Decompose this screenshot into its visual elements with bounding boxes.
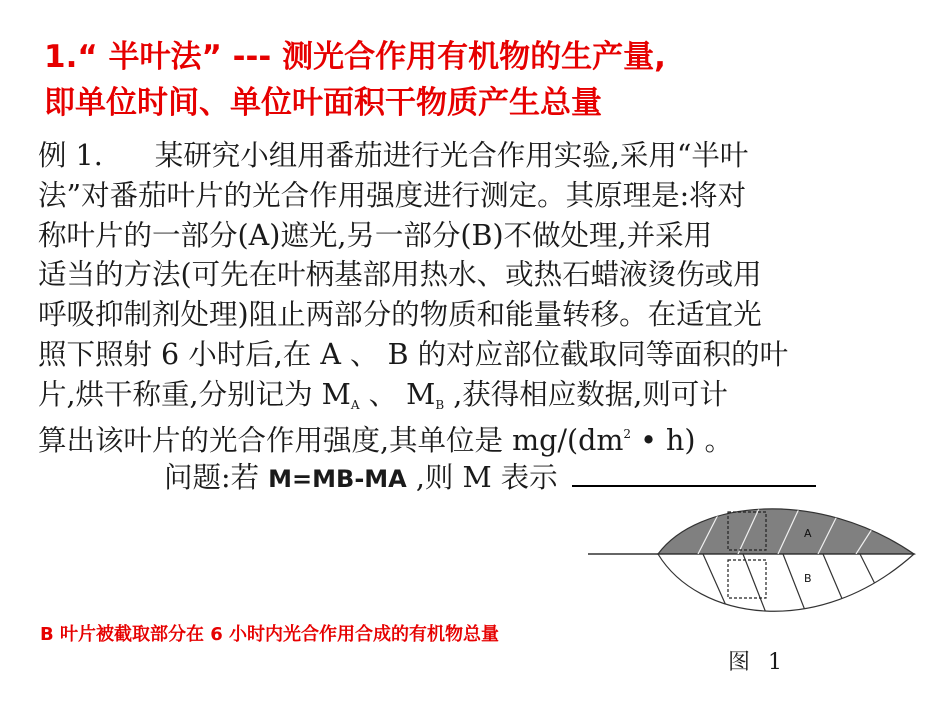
answer-text: B 叶片被截取部分在 6 小时内光合作用合成的有机物总量: [40, 624, 500, 645]
question-suffix: ,则 M 表示: [406, 461, 558, 495]
leaf-label-b: B: [804, 572, 812, 585]
example-line-8: 算出该叶片的光合作用强度,其单位是 $mg/(dm^2$ • h) 。: [38, 423, 733, 457]
example-line-7: 片,烘干称重,分别记为 $M_A$ 、 $M_B$ ,获得相应数据,则可计: [38, 377, 728, 412]
subscript-a: A: [350, 397, 360, 412]
slide-title: [44, 34, 924, 126]
answer-blank: [572, 459, 816, 487]
example-text: [38, 136, 868, 498]
example-line-5: 呼吸抑制剂处理)阻止两部分的物质和能量转移。在适宜光: [38, 298, 762, 332]
example-line-2: 法”对番茄叶片的光合作用强度进行测定。其原理是:将对: [38, 178, 747, 212]
example-line-3: 称叶片的一部分(A)遮光,另一部分(B)不做处理,并采用: [38, 218, 713, 252]
example-line-4: 适当的方法(可先在叶柄基部用热水、或热石蜡液烫伤或用: [38, 258, 762, 292]
title-line-2: 即单位时间、单位叶面积干物质产生总量: [44, 85, 602, 121]
leaf-half-a: [658, 509, 914, 554]
figure-caption: 图 1: [728, 650, 784, 675]
leaf-label-a: A: [804, 527, 812, 540]
title-line-1: 1.“ 半叶法” --- 测光合作用有机物的生产量,: [44, 39, 666, 75]
example-label: 例 1.: [38, 139, 103, 172]
subscript-b: B: [435, 397, 445, 412]
question-formula: M=MB-MA: [268, 465, 407, 494]
question-prefix: 问题:若: [164, 461, 269, 495]
superscript-2: 2: [623, 426, 632, 441]
example-line-6: 照下照射 6 小时后,在 A 、 B 的对应部位截取同等面积的叶: [38, 337, 789, 371]
example-line-1: 例 1. 某研究小组用番茄进行光合作用实验,采用“半叶: [38, 139, 749, 172]
leaf-diagram: [588, 490, 918, 650]
